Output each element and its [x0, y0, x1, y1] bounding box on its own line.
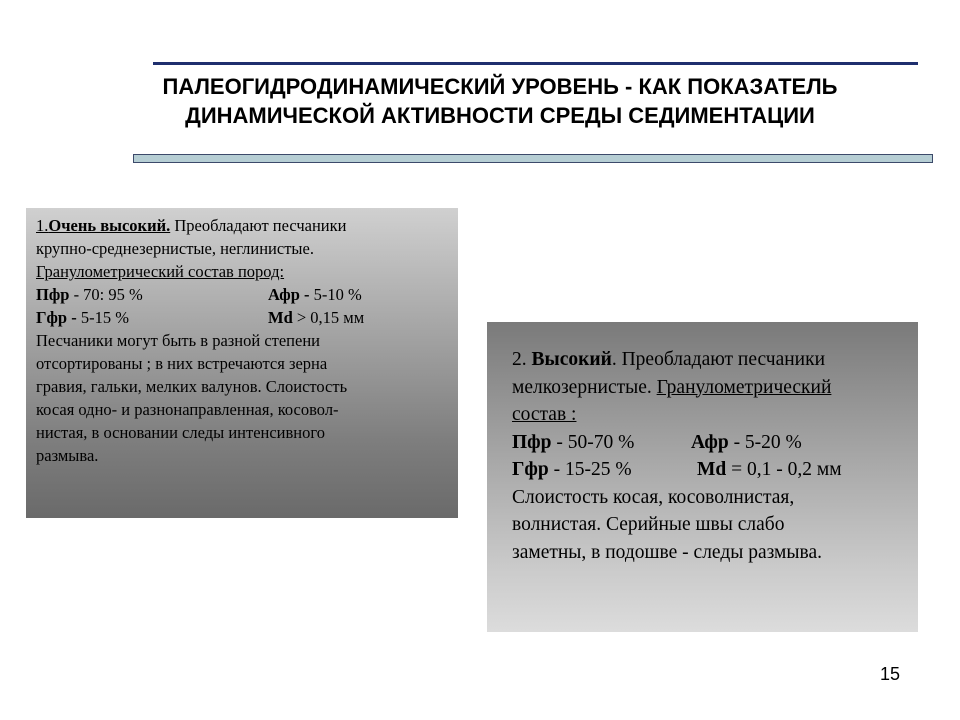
- box1-line-8: гравия, гальки, мелких валунов. Слоистость: [36, 377, 348, 396]
- box1-line-2: крупно-среднезернистые, неглинистые.: [36, 239, 314, 258]
- title-line-2: ДИНАМИЧЕСКОЙ АКТИВНОСТИ СРЕДЫ СЕДИМЕНТАЦИИ: [185, 103, 815, 128]
- level-1-box: [26, 208, 458, 518]
- level-1-heading: Очень высокий.: [48, 216, 171, 235]
- box1-line-5: Гфр - 5-15 % Md > 0,15 мм: [36, 308, 365, 327]
- box2-line-4: Пфр - 50-70 % Афр - 5-20 %: [512, 431, 802, 453]
- box1-line-9: косая одно- и разнонаправленная, косовол-: [36, 400, 339, 419]
- box1-line-7: отсортированы ; в них встречаются зерна: [36, 354, 328, 373]
- level-2-heading: Высокий: [531, 349, 612, 370]
- box2-line-3: состав :: [512, 404, 577, 425]
- box1-line-6: Песчаники могут быть в разной степени: [36, 331, 320, 350]
- title-underline-bar: [133, 154, 933, 163]
- box1-line-1: 1.Очень высокий. Преобладают песчаники: [36, 216, 347, 235]
- box2-line-8: заметны, в подошве - следы размыва.: [512, 541, 822, 563]
- box1-line-4: Пфр - 70: 95 % Афр - 5-10 %: [36, 285, 362, 304]
- box1-line-10: нистая, в основании следы интенсивного: [36, 423, 325, 442]
- level-2-box: [487, 322, 918, 632]
- slide-title: [40, 72, 960, 130]
- page-number: 15: [880, 664, 901, 684]
- box2-line-2: мелкозернистые. Гранулометрический: [512, 376, 832, 398]
- box1-line-11: размыва.: [36, 446, 99, 465]
- title-top-line: [153, 62, 918, 65]
- box2-line-6: Слоистость косая, косоволнистая,: [512, 486, 795, 508]
- box2-line-5: Гфр - 15-25 % Md = 0,1 - 0,2 мм: [512, 459, 842, 480]
- title-line-1: ПАЛЕОГИДРОДИНАМИЧЕСКИЙ УРОВЕНЬ - КАК ПОКАЗАТЕЛЬ: [162, 74, 838, 99]
- box1-granulometry-heading: Гранулометрический состав пород:: [36, 262, 285, 281]
- box2-line-1: 2. Высокий. Преобладают песчаники: [512, 349, 826, 370]
- box2-line-7: волнистая. Серийные швы слабо: [512, 514, 785, 535]
